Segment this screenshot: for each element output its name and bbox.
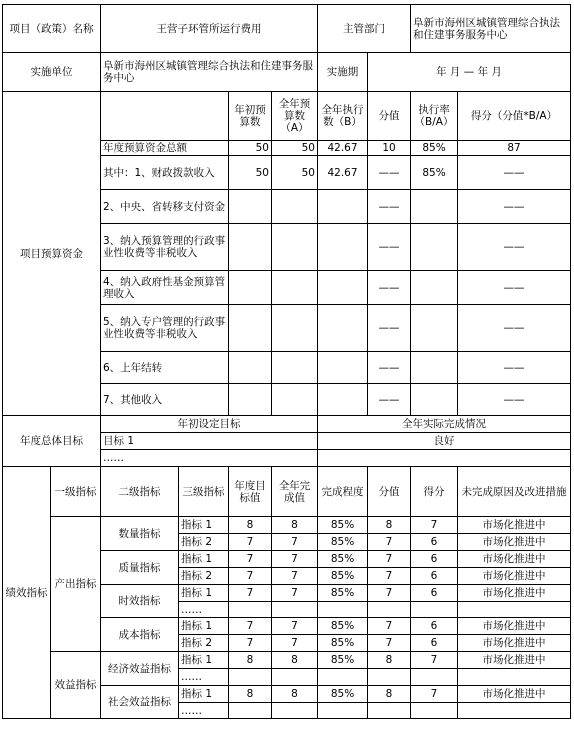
table-row: 成本指标 指标 1 7 7 85% 7 6 市场化推进中 — [3, 618, 571, 635]
table-row: 2、中央、省转移支付资金 —— —— — [3, 190, 571, 224]
table-row: …… — [3, 450, 571, 467]
budget-row-label: 2、中央、省转移支付资金 — [101, 190, 229, 224]
annual-goal-label: 年度总体目标 — [3, 416, 101, 467]
table-row: 质量指标 指标 1 7 7 85% 7 6 市场化推进中 — [3, 551, 571, 568]
table-row: …… — [3, 602, 571, 618]
level1-output: 产出指标 — [51, 517, 101, 652]
performance-table: 项目（政策）名称 王营子环管所运行费用 主管部门 阜新市海州区城镇管理综合执法和住建事务服务中心 实施单位 阜新市海州区城镇管理综合执法和住建事务服务中心 实施期 年 月 — 年 月 项目预算资金 年初预算数 全年预算数（A） 全年执行数（B） 分值 执行率（B/A） 得分（分值*B/A） 年度预算资金总额 50 50 42.67 10 85% 87 其中：1、财政拨款收入 50 50 42.67 —— 85% —— 2、中央、省转移支付资金 —— —— 3、纳入预算管理的行政事业性收费等非税收入 —— —— 4、纳入政府性基金预算管理收入 —— —— 5、纳入专户管理的行政事业性收费等非税收入 —— —— 6、上年结转 —— —— 7、其他收入 —— —— 年度总体目标 年初设定目标 全年实际完成情况 目标 1 良好 …… 绩效指标 一级指标 二级指标 三级指标 年度目标值 全年完成值 完成程度 分值 得分 未完成原因及改进措施 产出指标 数量指标 指标 1 8 8 85% 8 7 市场化推进中 指标 2 7 7 85% 7 6 市场化推进中 质量指标 指标 1 7 7 85% 7 6 市场化推进中 指标 2 7 7 85% 7 6 市场化推进中 时效指标 指标 1 7 7 85% 7 6 市场化推进中 …… 成本指标 指标 1 7 7 85% 7 6 市场化推进中 指标 2 7 7 85% 7 6 市场化推进中 效益指标 经济效益指标 指标 1 8 8 85% 8 7 市场化推进中 …… 社会效益指标 指标 1 8 8 85% 8 7 市场化推进中 …… — [2, 4, 571, 719]
table-row: 5、纳入专户管理的行政事业性收费等非税收入 —— —— — [3, 305, 571, 352]
level1-benefit: 效益指标 — [51, 652, 101, 719]
table-row: 4、纳入政府性基金预算管理收入 —— —— — [3, 271, 571, 305]
table-row: 时效指标 指标 1 7 7 85% 7 6 市场化推进中 — [3, 585, 571, 602]
impl-period-value: 年 月 — 年 月 — [368, 53, 571, 92]
budget-row-label: 5、纳入专户管理的行政事业性收费等非税收入 — [101, 305, 229, 352]
level2-economic: 经济效益指标 — [101, 652, 179, 686]
table-row: 7、其他收入 —— —— — [3, 384, 571, 416]
impl-unit-value: 阜新市海州区城镇管理综合执法和住建事务服务中心 — [101, 53, 318, 92]
project-name-label: 项目（政策）名称 — [3, 5, 101, 53]
dept-value: 阜新市海州区城镇管理综合执法和住建事务服务中心 — [411, 5, 571, 53]
actual-goal-header: 全年实际完成情况 — [318, 416, 571, 433]
level2-quality: 质量指标 — [101, 551, 179, 585]
level2-quantity: 数量指标 — [101, 517, 179, 551]
level2-cost: 成本指标 — [101, 618, 179, 652]
project-name-value: 王营子环管所运行费用 — [101, 5, 318, 53]
budget-col-header: 分值 — [368, 92, 411, 141]
budget-row-label: 4、纳入政府性基金预算管理收入 — [101, 271, 229, 305]
budget-row-label: 6、上年结转 — [101, 352, 229, 384]
table-row: …… — [3, 703, 571, 719]
performance-section-label: 绩效指标 — [3, 467, 51, 719]
table-row: 效益指标 经济效益指标 指标 1 8 8 85% 8 7 市场化推进中 — [3, 652, 571, 669]
table-row: 6、上年结转 —— —— — [3, 352, 571, 384]
table-row: 其中：1、财政拨款收入 50 50 42.67 —— 85% —— — [3, 156, 571, 190]
budget-col-header: 执行率（B/A） — [411, 92, 458, 141]
budget-col-header: 全年预算数（A） — [272, 92, 318, 141]
budget-row-label: 3、纳入预算管理的行政事业性收费等非税收入 — [101, 224, 229, 271]
table-row: 社会效益指标 指标 1 8 8 85% 8 7 市场化推进中 — [3, 686, 571, 703]
table-row: 年度预算资金总额 50 50 42.67 10 85% 87 — [3, 141, 571, 156]
planned-goal-header: 年初设定目标 — [101, 416, 318, 433]
table-row: 指标 2 7 7 85% 7 6 市场化推进中 — [3, 635, 571, 652]
table-row: 目标 1 良好 — [3, 433, 571, 450]
budget-section-label: 项目预算资金 — [3, 92, 101, 416]
table-row: 指标 2 7 7 85% 7 6 市场化推进中 — [3, 534, 571, 551]
impl-unit-label: 实施单位 — [3, 53, 101, 92]
level2-time: 时效指标 — [101, 585, 179, 618]
budget-col-header: 得分（分值*B/A） — [458, 92, 571, 141]
table-row: 3、纳入预算管理的行政事业性收费等非税收入 —— —— — [3, 224, 571, 271]
dept-label: 主管部门 — [318, 5, 411, 53]
impl-period-label: 实施期 — [318, 53, 368, 92]
budget-row-label: 年度预算资金总额 — [101, 141, 229, 156]
table-row: 产出指标 数量指标 指标 1 8 8 85% 8 7 市场化推进中 — [3, 517, 571, 534]
budget-col-header: 年初预算数 — [229, 92, 272, 141]
budget-col-header: 全年执行数（B） — [318, 92, 368, 141]
table-row: …… — [3, 669, 571, 686]
budget-row-label: 其中：1、财政拨款收入 — [101, 156, 229, 190]
budget-row-label: 7、其他收入 — [101, 384, 229, 416]
level2-social: 社会效益指标 — [101, 686, 179, 719]
table-row: 指标 2 7 7 85% 7 6 市场化推进中 — [3, 568, 571, 585]
